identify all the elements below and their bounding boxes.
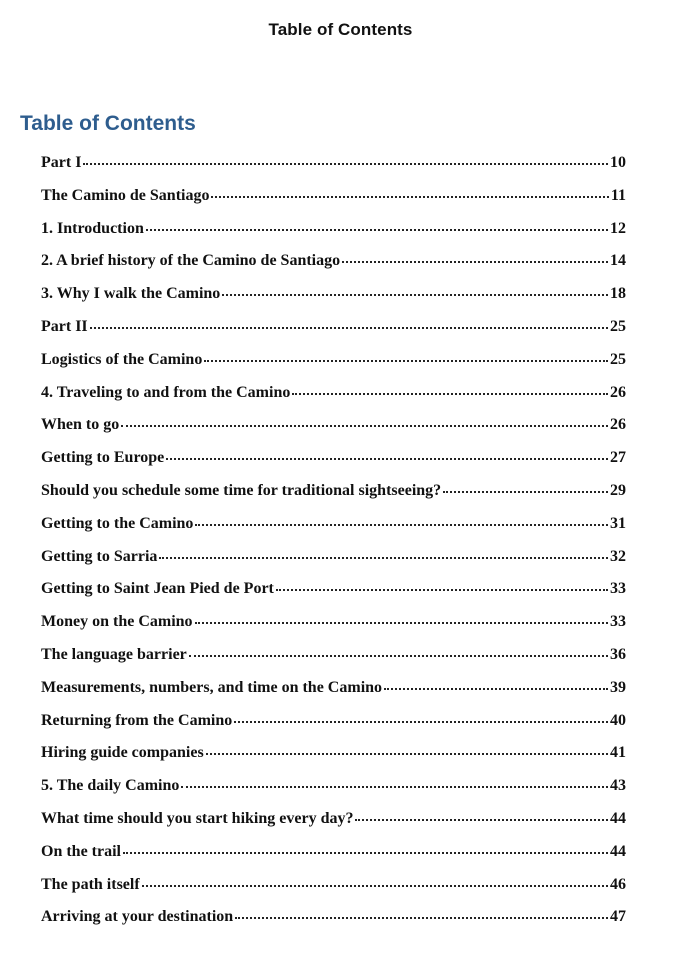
toc-entry-title: 4. Traveling to and from the Camino (41, 383, 291, 401)
toc-dot-leader (204, 360, 608, 362)
toc-entry-title: Getting to Sarria (41, 547, 158, 565)
toc-entry[interactable] (41, 744, 626, 777)
toc-entry[interactable] (41, 548, 626, 581)
toc-entry-title: On the trail (41, 842, 121, 860)
toc-entry-page-number: 14 (610, 252, 626, 270)
toc-entry[interactable] (41, 810, 626, 843)
toc-entry-page-number: 47 (610, 908, 626, 926)
toc-dot-leader (90, 327, 608, 329)
toc-entry[interactable] (41, 285, 626, 318)
toc-entry-title: 2. A brief history of the Camino de Santiago (41, 252, 341, 270)
toc-entry-title: Part I (41, 154, 82, 171)
toc-entry-page-number: 27 (610, 449, 626, 467)
toc-entry-page-number: 36 (610, 645, 626, 663)
toc-dot-leader (195, 524, 608, 526)
toc-entry-page-number: 40 (610, 711, 626, 729)
toc-dot-leader (146, 229, 608, 231)
toc-entry-title: 3. Why I walk the Camino (41, 285, 221, 303)
toc-entry-title: Hiring guide companies (41, 744, 204, 762)
toc-entry-title: Part II (41, 317, 88, 335)
toc-entry-page-number: 25 (610, 350, 626, 368)
toc-entry-title: Getting to the Camino (41, 514, 194, 532)
toc-entry[interactable] (41, 908, 626, 941)
toc-entry-page-number: 43 (610, 777, 626, 795)
toc-entry[interactable] (41, 580, 626, 613)
toc-dot-leader (222, 294, 608, 296)
toc-entry-title: Getting to Saint Jean Pied de Port (41, 580, 274, 598)
toc-entry-title: 1. Introduction (41, 219, 144, 237)
toc-dot-leader (159, 557, 608, 559)
toc-entry-title: What time should you start hiking every day? (41, 809, 354, 827)
toc-entry[interactable] (41, 154, 626, 187)
toc-entry[interactable] (41, 416, 626, 449)
toc-entry-page-number: 33 (610, 580, 626, 598)
toc-entry-page-number: 33 (610, 613, 626, 631)
toc-entry[interactable] (41, 777, 626, 810)
toc-entry[interactable] (41, 876, 626, 909)
toc-dot-leader (235, 917, 608, 919)
toc-entry-title: Should you schedule some time for traditional sightseeing? (41, 481, 442, 499)
toc-dot-leader (342, 261, 608, 263)
toc-entry-title: Arriving at your destination (41, 908, 234, 926)
toc-entry-page-number: 41 (610, 744, 626, 762)
toc-dot-leader (211, 196, 608, 198)
toc-entry-title: The language barrier (41, 645, 187, 663)
toc-entry-page-number: 31 (610, 514, 626, 532)
toc-entry[interactable] (41, 252, 626, 285)
toc-entry-page-number: 12 (610, 219, 626, 237)
toc-entry[interactable] (41, 220, 626, 253)
toc-entry[interactable] (41, 843, 626, 876)
toc-dot-leader (443, 491, 608, 493)
toc-entry[interactable] (41, 482, 626, 515)
toc-entry[interactable] (41, 613, 626, 646)
toc-dot-leader (83, 163, 608, 165)
toc-entry-page-number: 32 (610, 547, 626, 565)
toc-dot-leader (189, 655, 608, 657)
toc-dot-leader (181, 786, 608, 788)
toc-entry-title: Getting to Europe (41, 449, 165, 467)
toc-entry-page-number: 11 (610, 186, 626, 204)
toc-dot-leader (142, 885, 608, 887)
toc-entry-page-number: 10 (610, 154, 626, 171)
toc-dot-leader (195, 622, 608, 624)
toc-entry-title: Returning from the Camino (41, 711, 233, 729)
toc-entry-title: 5. The daily Camino (41, 777, 180, 795)
toc-entry[interactable] (41, 187, 626, 220)
toc-entry-page-number: 25 (610, 317, 626, 335)
toc-entry-page-number: 18 (610, 285, 626, 303)
toc-dot-leader (384, 688, 608, 690)
toc-entry-title: The path itself (41, 875, 140, 893)
toc-entry[interactable] (41, 679, 626, 712)
toc-dot-leader (206, 753, 608, 755)
toc-entry-title: The Camino de Santiago (41, 186, 210, 204)
toc-entry-page-number: 44 (610, 809, 626, 827)
toc-entry[interactable] (41, 712, 626, 745)
toc-entry-page-number: 26 (610, 383, 626, 401)
toc-entry-title: Money on the Camino (41, 613, 193, 631)
toc-entry[interactable] (41, 646, 626, 679)
toc-entry[interactable] (41, 384, 626, 417)
toc-entry-title: Measurements, numbers, and time on the Camino (41, 678, 383, 696)
toc-entry-page-number: 29 (610, 481, 626, 499)
toc-entry[interactable] (41, 515, 626, 548)
toc-dot-leader (166, 458, 608, 460)
toc-dot-leader (234, 721, 608, 723)
toc-heading: Table of Contents (20, 112, 196, 135)
toc-entry[interactable] (41, 351, 626, 384)
toc-entry-page-number: 26 (610, 416, 626, 434)
toc-entry[interactable] (41, 318, 626, 351)
toc-dot-leader (276, 589, 608, 591)
toc-list (41, 154, 626, 941)
toc-entry-page-number: 44 (610, 842, 626, 860)
page-header-title: Table of Contents (268, 20, 413, 39)
toc-dot-leader (355, 819, 608, 821)
toc-entry[interactable] (41, 449, 626, 482)
toc-dot-leader (121, 425, 608, 427)
toc-dot-leader (123, 852, 608, 854)
toc-entry-page-number: 39 (610, 678, 626, 696)
toc-dot-leader (292, 393, 608, 395)
toc-entry-title: When to go (41, 416, 120, 434)
toc-entry-title: Logistics of the Camino (41, 350, 203, 368)
toc-entry-page-number: 46 (610, 875, 626, 893)
